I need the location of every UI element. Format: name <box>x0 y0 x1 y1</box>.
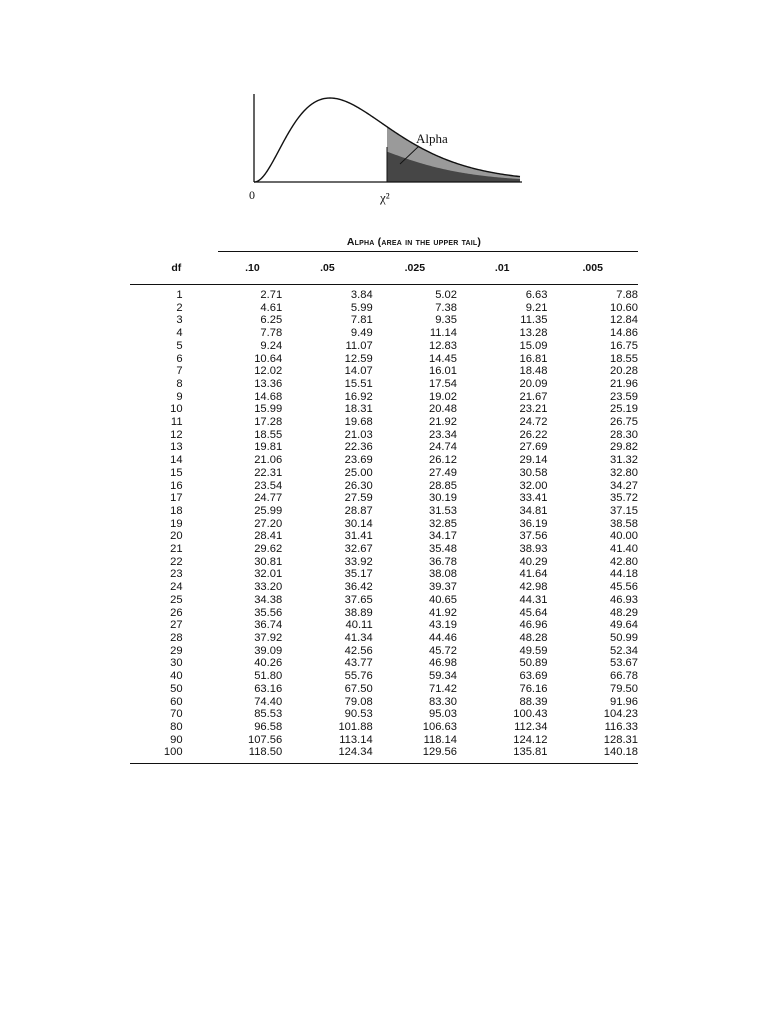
cell-alpha-005: 35.72 <box>610 492 638 505</box>
cell-alpha-005: 14.86 <box>610 327 638 340</box>
cell-alpha-025: 19.02 <box>428 390 457 403</box>
cell-alpha-10: 4.61 <box>260 301 283 314</box>
cell-alpha-10: 96.58 <box>254 720 283 733</box>
table-row <box>130 708 638 721</box>
cell-alpha-01: 34.81 <box>519 504 548 517</box>
table-row <box>130 556 638 569</box>
cell-alpha-05: 14.07 <box>344 365 373 378</box>
cell-alpha-025: 40.65 <box>428 593 457 606</box>
cell-df: 90 <box>170 733 183 746</box>
cell-alpha-05: 16.92 <box>344 390 373 403</box>
cell-df: 20 <box>170 530 183 543</box>
cell-alpha-05: 36.42 <box>344 581 373 594</box>
cell-alpha-025: 11.14 <box>429 327 457 340</box>
cell-alpha-01: 13.28 <box>519 327 548 340</box>
cell-df: 15 <box>170 466 183 479</box>
cell-alpha-05: 67.50 <box>344 682 373 695</box>
table-row <box>130 721 638 734</box>
cell-alpha-01: 18.48 <box>519 365 548 378</box>
table-row <box>130 734 638 747</box>
table-row <box>130 302 638 315</box>
cell-alpha-01: 135.81 <box>513 746 548 759</box>
cell-alpha-01: 30.58 <box>519 466 548 479</box>
cell-alpha-10: 107.56 <box>247 733 283 746</box>
cell-alpha-05: 7.81 <box>350 314 373 327</box>
cell-alpha-005: 38.58 <box>610 517 638 530</box>
cell-alpha-05: 15.51 <box>344 377 373 390</box>
cell-alpha-025: 17.54 <box>428 377 457 390</box>
cell-alpha-01: 46.96 <box>519 619 548 632</box>
cell-alpha-05: 101.88 <box>338 720 373 733</box>
cell-alpha-005: 34.27 <box>610 479 638 492</box>
cell-alpha-025: 118.14 <box>423 733 457 746</box>
table-row <box>130 416 638 429</box>
cell-alpha-025: 44.46 <box>428 631 457 644</box>
header-alpha-05: .05 <box>282 252 372 285</box>
header-alpha-025: .025 <box>373 252 457 285</box>
cell-alpha-025: 7.38 <box>435 301 457 314</box>
cell-alpha-05: 5.99 <box>350 301 373 314</box>
cell-alpha-005: 49.64 <box>610 619 638 632</box>
cell-alpha-01: 15.09 <box>519 339 548 352</box>
table-body <box>130 285 638 760</box>
cell-alpha-01: 33.41 <box>519 492 548 505</box>
cell-alpha-025: 20.48 <box>428 403 457 416</box>
cell-alpha-025: 95.03 <box>428 708 457 721</box>
cell-alpha-005: 16.75 <box>610 339 638 352</box>
table-row <box>130 327 638 340</box>
table-row <box>130 619 638 632</box>
cell-alpha-005: 31.32 <box>610 454 638 467</box>
cell-alpha-10: 15.99 <box>254 403 283 416</box>
cell-alpha-05: 40.11 <box>345 619 373 632</box>
cell-alpha-025: 45.72 <box>428 644 457 657</box>
cell-alpha-005: 42.80 <box>610 555 638 568</box>
cell-alpha-01: 40.29 <box>519 555 548 568</box>
cell-alpha-025: 12.83 <box>428 339 457 352</box>
cell-alpha-01: 63.69 <box>519 670 548 683</box>
cell-alpha-10: 24.77 <box>254 492 283 505</box>
table-row <box>130 670 638 683</box>
table-row <box>130 568 638 581</box>
cell-df: 100 <box>163 746 183 759</box>
chi-square-figure <box>232 88 532 208</box>
cell-df: 19 <box>170 517 183 530</box>
table-row <box>130 480 638 493</box>
cell-alpha-005: 79.50 <box>610 682 638 695</box>
cell-alpha-025: 59.34 <box>428 670 457 683</box>
cell-alpha-10: 25.99 <box>254 504 283 517</box>
cell-alpha-10: 85.53 <box>254 708 283 721</box>
cell-alpha-01: 49.59 <box>519 644 548 657</box>
cell-df: 13 <box>170 441 183 454</box>
cell-alpha-05: 43.77 <box>344 657 373 670</box>
cell-alpha-005: 104.23 <box>603 708 638 721</box>
cell-alpha-025: 26.12 <box>428 454 457 467</box>
cell-alpha-05: 26.30 <box>344 479 373 492</box>
cell-alpha-10: 36.74 <box>254 619 283 632</box>
cell-alpha-025: 41.92 <box>428 606 457 619</box>
cell-alpha-05: 9.49 <box>350 327 373 340</box>
cell-df: 4 <box>176 327 183 340</box>
cell-alpha-01: 45.64 <box>519 606 548 619</box>
table-row <box>130 340 638 353</box>
cell-alpha-01: 50.89 <box>519 657 548 670</box>
cell-alpha-10: 32.01 <box>254 568 283 581</box>
table-row <box>130 505 638 518</box>
table-row <box>130 314 638 327</box>
cell-alpha-01: 6.63 <box>525 289 548 301</box>
cell-alpha-01: 124.12 <box>513 733 548 746</box>
cell-alpha-025: 30.19 <box>428 492 457 505</box>
cell-df: 5 <box>176 339 183 352</box>
cell-df: 3 <box>176 314 183 327</box>
table-row <box>130 530 638 543</box>
cell-alpha-10: 37.92 <box>254 631 283 644</box>
cell-alpha-10: 10.64 <box>254 352 283 365</box>
cell-alpha-05: 42.56 <box>344 644 373 657</box>
cell-alpha-005: 25.19 <box>610 403 638 416</box>
cell-df: 50 <box>170 682 183 695</box>
cell-alpha-005: 29.82 <box>610 441 638 454</box>
table-row <box>130 492 638 505</box>
cell-alpha-01: 76.16 <box>519 682 548 695</box>
table-row <box>130 696 638 709</box>
cell-alpha-05: 31.41 <box>344 530 373 543</box>
cell-alpha-10: 39.09 <box>254 644 283 657</box>
cell-df: 16 <box>170 479 183 492</box>
cell-alpha-10: 9.24 <box>260 339 283 352</box>
cell-alpha-01: 42.98 <box>519 581 548 594</box>
table-row <box>130 467 638 480</box>
cell-alpha-01: 9.21 <box>525 301 548 314</box>
cell-alpha-05: 11.07 <box>345 339 373 352</box>
cell-alpha-01: 29.14 <box>519 454 548 467</box>
cell-alpha-01: 21.67 <box>519 390 548 403</box>
cell-alpha-05: 113.14 <box>339 733 373 746</box>
bottom-rule <box>130 763 638 764</box>
cell-alpha-005: 44.18 <box>610 568 638 581</box>
table-row <box>130 746 638 759</box>
table-row <box>130 391 638 404</box>
cell-df: 25 <box>170 593 183 606</box>
table-row <box>130 543 638 556</box>
cell-alpha-01: 37.56 <box>519 530 548 543</box>
header-alpha-10: .10 <box>223 252 283 285</box>
cell-alpha-05: 22.36 <box>344 441 373 454</box>
cell-alpha-10: 13.36 <box>254 377 283 390</box>
cell-alpha-01: 16.81 <box>519 352 548 365</box>
cell-alpha-005: 10.60 <box>610 301 638 314</box>
cell-df: 40 <box>170 670 183 683</box>
cell-df: 18 <box>170 504 183 517</box>
cell-df: 70 <box>170 708 183 721</box>
cell-alpha-01: 11.35 <box>520 314 548 327</box>
cell-alpha-025: 36.78 <box>428 555 457 568</box>
chi-square-table-section <box>130 236 638 764</box>
cell-alpha-01: 88.39 <box>519 695 548 708</box>
header-alpha-01: .01 <box>457 252 547 285</box>
cell-alpha-01: 20.09 <box>519 377 548 390</box>
cell-alpha-005: 45.56 <box>610 581 638 594</box>
cell-alpha-025: 34.17 <box>428 530 457 543</box>
table-row <box>130 518 638 531</box>
table-row <box>130 645 638 658</box>
table-title: Alpha (area in the upper tail) <box>346 236 482 248</box>
table-row <box>130 365 638 378</box>
table-row <box>130 429 638 442</box>
cell-df: 1 <box>176 289 183 301</box>
cell-alpha-01: 41.64 <box>519 568 548 581</box>
cell-alpha-025: 23.34 <box>428 428 457 441</box>
cell-alpha-05: 25.00 <box>344 466 373 479</box>
cell-alpha-10: 21.06 <box>254 454 283 467</box>
cell-alpha-05: 37.65 <box>344 593 373 606</box>
cell-alpha-005: 128.31 <box>603 733 638 746</box>
cell-alpha-05: 55.76 <box>344 670 373 683</box>
cell-alpha-005: 66.78 <box>610 670 638 683</box>
table-row <box>130 403 638 416</box>
cell-alpha-05: 28.87 <box>344 504 373 517</box>
cell-alpha-005: 37.15 <box>610 504 638 517</box>
cell-alpha-01: 32.00 <box>519 479 548 492</box>
cell-df: 23 <box>170 568 183 581</box>
cell-alpha-005: 7.88 <box>616 289 638 301</box>
cell-alpha-10: 22.31 <box>254 466 283 479</box>
cell-alpha-10: 63.16 <box>254 682 283 695</box>
cell-alpha-10: 35.56 <box>254 606 283 619</box>
cell-df: 8 <box>176 377 183 390</box>
cell-alpha-01: 44.31 <box>519 593 548 606</box>
cell-alpha-005: 46.93 <box>610 593 638 606</box>
table-row <box>130 353 638 366</box>
cell-alpha-025: 9.35 <box>435 314 457 327</box>
cell-alpha-10: 7.78 <box>260 327 283 340</box>
cell-alpha-005: 40.00 <box>610 530 638 543</box>
cell-alpha-025: 46.98 <box>428 657 457 670</box>
cell-alpha-025: 24.74 <box>428 441 457 454</box>
header-df: df <box>130 252 223 285</box>
cell-alpha-005: 18.55 <box>610 352 638 365</box>
cell-alpha-05: 12.59 <box>344 352 373 365</box>
cell-alpha-10: 29.62 <box>254 543 283 556</box>
cell-df: 17 <box>170 492 183 505</box>
cell-alpha-005: 91.96 <box>610 695 638 708</box>
cell-alpha-05: 27.59 <box>344 492 373 505</box>
cell-alpha-005: 26.75 <box>610 416 638 429</box>
cell-alpha-005: 53.67 <box>610 657 638 670</box>
cell-alpha-025: 31.53 <box>428 504 457 517</box>
cell-alpha-10: 18.55 <box>254 428 283 441</box>
cell-alpha-005: 20.28 <box>610 365 638 378</box>
cell-alpha-05: 41.34 <box>344 631 373 644</box>
cell-df: 27 <box>170 619 183 632</box>
cell-alpha-01: 38.93 <box>519 543 548 556</box>
cell-alpha-10: 30.81 <box>254 555 283 568</box>
cell-alpha-025: 38.08 <box>428 568 457 581</box>
cell-df: 9 <box>176 390 183 403</box>
cell-alpha-005: 140.18 <box>603 746 638 759</box>
table-row <box>130 378 638 391</box>
cell-alpha-05: 18.31 <box>344 403 373 416</box>
cell-alpha-05: 38.89 <box>344 606 373 619</box>
table-row <box>130 607 638 620</box>
cell-df: 7 <box>176 365 183 378</box>
cell-alpha-10: 17.28 <box>254 416 283 429</box>
cell-alpha-10: 27.20 <box>254 517 283 530</box>
cell-alpha-10: 28.41 <box>254 530 283 543</box>
cell-alpha-025: 27.49 <box>428 466 457 479</box>
cell-df: 80 <box>170 720 183 733</box>
cell-alpha-10: 51.80 <box>254 670 283 683</box>
cell-alpha-05: 23.69 <box>344 454 373 467</box>
header-alpha-005: .005 <box>547 252 638 285</box>
cell-alpha-10: 34.38 <box>254 593 283 606</box>
cell-df: 14 <box>170 454 183 467</box>
cell-alpha-10: 118.50 <box>248 746 283 759</box>
cell-alpha-005: 48.29 <box>610 606 638 619</box>
cell-df: 30 <box>170 657 183 670</box>
cell-alpha-005: 41.40 <box>610 543 638 556</box>
cell-alpha-025: 21.92 <box>428 416 457 429</box>
critical-value-label: χ² <box>380 190 390 205</box>
cell-alpha-10: 33.20 <box>254 581 283 594</box>
cell-df: 2 <box>176 301 183 314</box>
cell-df: 26 <box>170 606 183 619</box>
cell-alpha-10: 74.40 <box>254 695 283 708</box>
cell-alpha-01: 112.34 <box>514 720 548 733</box>
cell-alpha-025: 16.01 <box>428 365 457 378</box>
table-row <box>130 594 638 607</box>
cell-alpha-01: 48.28 <box>519 631 548 644</box>
table-row <box>130 285 638 302</box>
cell-alpha-05: 124.34 <box>338 746 373 759</box>
cell-alpha-025: 5.02 <box>435 289 457 301</box>
cell-df: 60 <box>170 695 183 708</box>
cell-alpha-005: 50.99 <box>610 631 638 644</box>
cell-alpha-05: 90.53 <box>344 708 373 721</box>
cell-alpha-005: 23.59 <box>610 390 638 403</box>
cell-alpha-01: 27.69 <box>519 441 548 454</box>
cell-alpha-01: 36.19 <box>519 517 548 530</box>
cell-alpha-10: 23.54 <box>254 479 283 492</box>
cell-alpha-025: 14.45 <box>428 352 457 365</box>
cell-df: 11 <box>170 416 183 429</box>
cell-alpha-05: 30.14 <box>344 517 373 530</box>
cell-df: 29 <box>170 644 183 657</box>
cell-alpha-10: 6.25 <box>260 314 283 327</box>
cell-alpha-10: 19.81 <box>254 441 283 454</box>
cell-alpha-10: 12.02 <box>254 365 283 378</box>
cell-alpha-025: 129.56 <box>422 746 457 759</box>
cell-alpha-10: 14.68 <box>254 390 283 403</box>
cell-alpha-01: 26.22 <box>519 428 548 441</box>
cell-alpha-005: 116.33 <box>604 720 638 733</box>
cell-alpha-05: 19.68 <box>344 416 373 429</box>
cell-alpha-05: 3.84 <box>350 289 373 301</box>
cell-alpha-05: 32.67 <box>344 543 373 556</box>
cell-alpha-10: 40.26 <box>254 657 283 670</box>
cell-alpha-005: 32.80 <box>610 466 638 479</box>
chi-square-table <box>130 252 638 759</box>
cell-df: 22 <box>170 555 183 568</box>
cell-alpha-01: 100.43 <box>513 708 548 721</box>
alpha-label: Alpha <box>416 131 448 146</box>
cell-alpha-05: 33.92 <box>344 555 373 568</box>
cell-alpha-05: 21.03 <box>344 428 373 441</box>
cell-alpha-10: 2.71 <box>260 289 283 301</box>
cell-alpha-01: 24.72 <box>519 416 548 429</box>
origin-label: 0 <box>249 188 255 202</box>
cell-alpha-005: 52.34 <box>610 644 638 657</box>
cell-alpha-01: 23.21 <box>519 403 548 416</box>
cell-df: 24 <box>170 581 183 594</box>
table-row <box>130 683 638 696</box>
table-row <box>130 454 638 467</box>
cell-alpha-05: 35.17 <box>344 568 373 581</box>
table-row <box>130 657 638 670</box>
cell-df: 10 <box>170 403 183 416</box>
cell-alpha-025: 106.63 <box>422 720 457 733</box>
cell-alpha-025: 43.19 <box>428 619 457 632</box>
cell-df: 21 <box>170 543 183 556</box>
cell-alpha-005: 21.96 <box>610 377 638 390</box>
cell-alpha-025: 28.85 <box>428 479 457 492</box>
table-row <box>130 632 638 645</box>
cell-alpha-05: 79.08 <box>344 695 373 708</box>
cell-alpha-025: 71.42 <box>428 682 457 695</box>
cell-alpha-025: 39.37 <box>428 581 457 594</box>
cell-alpha-005: 28.30 <box>610 428 638 441</box>
cell-alpha-025: 83.30 <box>428 695 457 708</box>
header-row <box>130 252 638 285</box>
cell-df: 12 <box>170 428 183 441</box>
table-row <box>130 441 638 454</box>
cell-df: 6 <box>176 352 183 365</box>
cell-alpha-025: 32.85 <box>428 517 457 530</box>
table-row <box>130 581 638 594</box>
cell-df: 28 <box>170 631 183 644</box>
cell-alpha-005: 12.84 <box>610 314 638 327</box>
cell-alpha-025: 35.48 <box>428 543 457 556</box>
